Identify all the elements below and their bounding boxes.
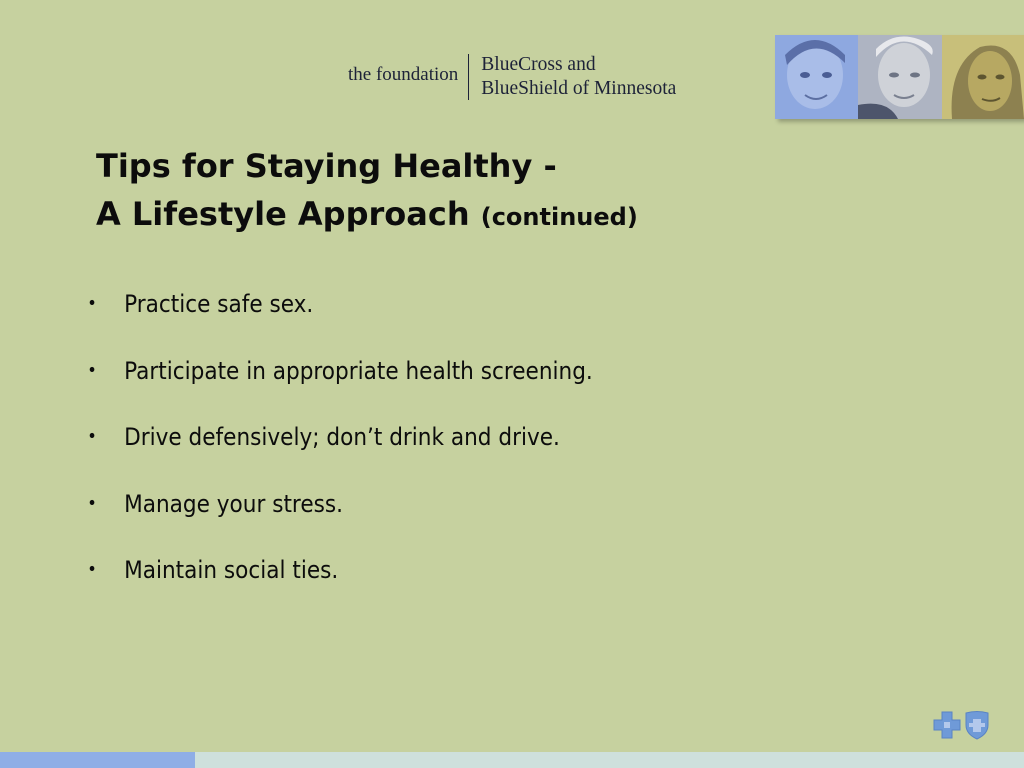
- org-name: [469, 53, 676, 101]
- bullet-text: Participate in appropriate health screening.: [124, 356, 593, 385]
- bullet-text: Maintain social ties.: [124, 556, 339, 584]
- title-suffix: (continued): [480, 203, 638, 231]
- blue-shield-icon: [964, 710, 990, 740]
- bcbs-corner-logo: [932, 710, 990, 740]
- list-item: [80, 353, 593, 420]
- list-item: [80, 286, 593, 353]
- bullet-icon: •: [87, 359, 97, 381]
- photo-strip: [775, 35, 1024, 119]
- title-line-1: Tips for Staying Healthy -: [96, 147, 557, 185]
- bullet-icon: •: [87, 293, 97, 314]
- bottom-bar: [0, 752, 1024, 768]
- bullet-text: Manage your stress.: [124, 489, 343, 518]
- bullet-text: Drive defensively; don’t drink and drive.: [124, 423, 560, 451]
- org-name-line2: BlueShield of Minnesota: [481, 78, 677, 99]
- bullet-icon: •: [87, 559, 97, 580]
- blue-cross-icon: [932, 710, 962, 740]
- elder-photo: [858, 35, 942, 119]
- child-photo: [775, 35, 858, 119]
- list-item: [80, 552, 593, 619]
- bottom-bar-accent: [0, 752, 195, 768]
- title-line-2: A Lifestyle Approach: [96, 195, 470, 233]
- bullet-icon: •: [87, 426, 97, 447]
- list-item: [80, 486, 593, 553]
- bullet-text: Practice safe sex.: [124, 290, 314, 318]
- slide-title: [96, 142, 638, 241]
- foundation-label: the foundation: [348, 64, 459, 85]
- bullet-icon: •: [87, 492, 97, 514]
- list-item: [80, 419, 593, 486]
- woman-photo: [942, 35, 1024, 119]
- bullet-list: [80, 286, 593, 619]
- org-logo: [348, 52, 676, 102]
- org-name-line1: BlueCross and: [481, 54, 596, 75]
